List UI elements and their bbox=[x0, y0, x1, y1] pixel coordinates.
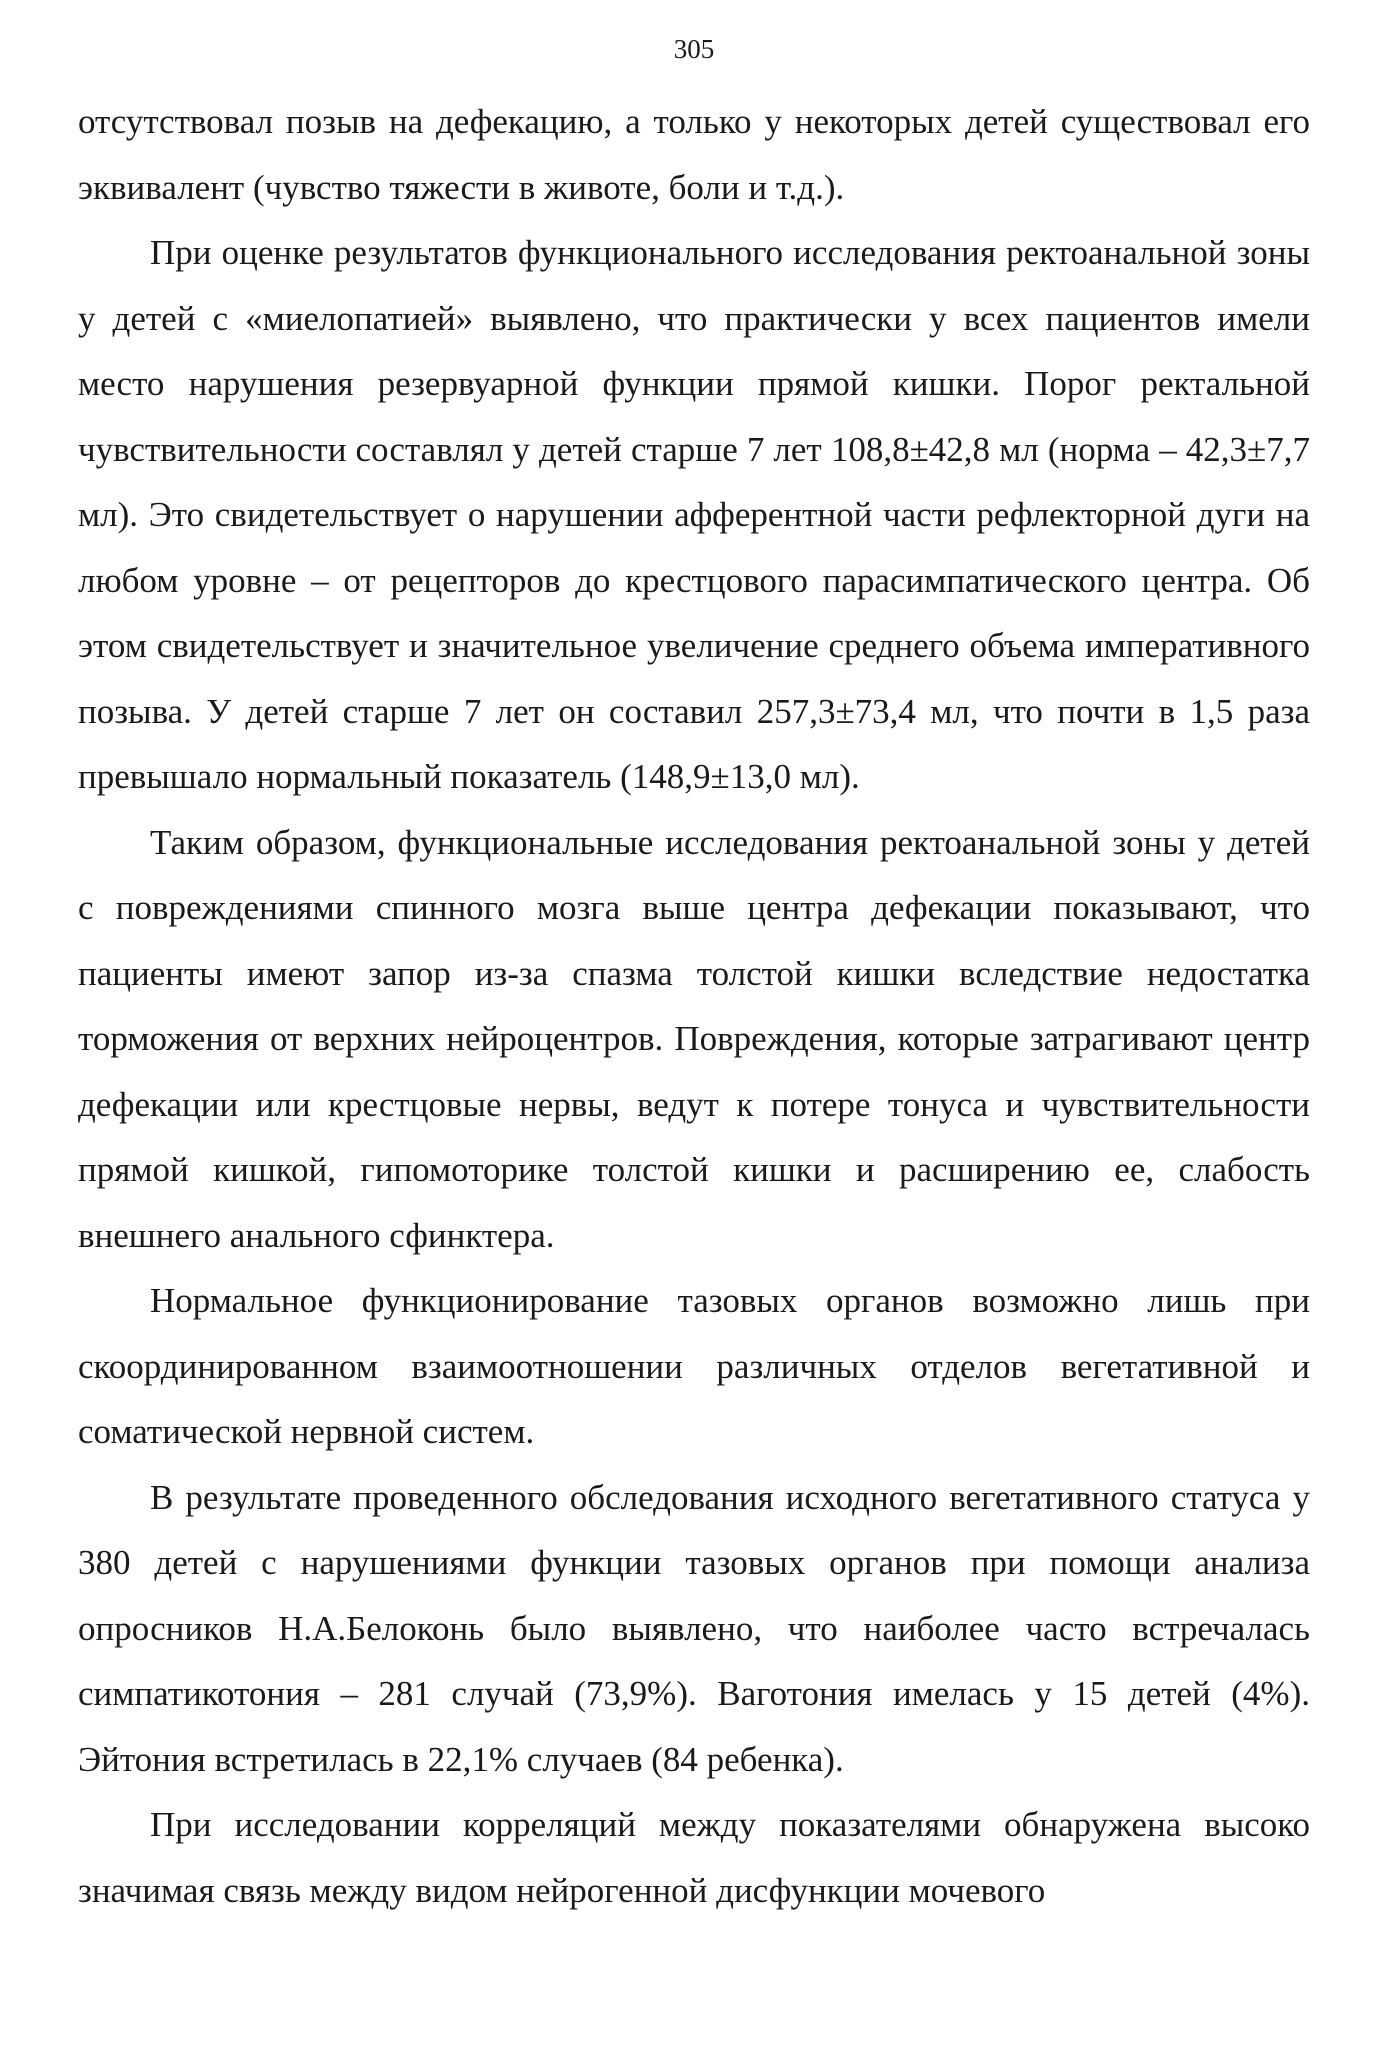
paragraph-4: Нормальное функционирование тазовых органов возможно лишь при скоординированном взаимоотношении различных отделов вегетативной и соматической нервной систем. bbox=[78, 1281, 1310, 1451]
paragraph-5: В результате проведенного обследования исходного вегетативного статуса у 380 детей с нарушениями функции тазовых органов при помощи анализа опросников Н.А.Белоконь было выявлено, что наиболее часто встречалась симпатикотония – 281 случай (73,9%). Ваготония имелась у 15 детей (4%). Эйтония встретилась в 22,1% случаев (84 ребенка). bbox=[78, 1477, 1310, 1779]
document-page bbox=[78, 0, 1310, 2050]
paragraph-2: При оценке результатов функционального исследования ректоанальной зоны у детей с «миелопатией» выявлено, что практически у всех пациентов имели место нарушения резервуарной функции прямой кишки. Порог ректальной чувствительности составлял у детей старше 7 лет 108,8±42,8 мл (норма – 42,3±7,7 мл). Это свидетельствует о нарушении афферентной части рефлекторной дуги на любом уровне – от рецепторов до крестцового парасимпатического центра. Об этом свидетельствует и значительное увеличение среднего объема императивного позыва. У детей старше 7 лет он составил 257,3±73,4 мл, что почти в 1,5 раза превышало нормальный показатель (148,9±13,0 мл). bbox=[78, 233, 1310, 796]
paragraph-6: При исследовании корреляций между показателями обнаружена высоко значимая связь между видом нейрогенной дисфункции мочевого bbox=[78, 1805, 1310, 1910]
paragraph-1: отсутствовал позыв на дефекацию, а только у некоторых детей существовал его эквивалент (чувство тяжести в животе, боли и т.д.). bbox=[78, 102, 1310, 207]
paragraph-3: Таким образом, функциональные исследования ректоанальной зоны у детей с повреждениями спинного мозга выше центра дефекации показывают, что пациенты имеют запор из-за спазма толстой кишки вследствие недостатка торможения от верхних нейроцентров. Повреждения, которые затрагивают центр дефекации или крестцовые нервы, ведут к потере тонуса и чувствительности прямой кишкой, гипомоторике толстой кишки и расширению ее, слабость внешнего анального сфинктера. bbox=[78, 822, 1310, 1255]
page-number: 305 bbox=[673, 34, 715, 64]
body-text bbox=[78, 89, 1310, 1923]
